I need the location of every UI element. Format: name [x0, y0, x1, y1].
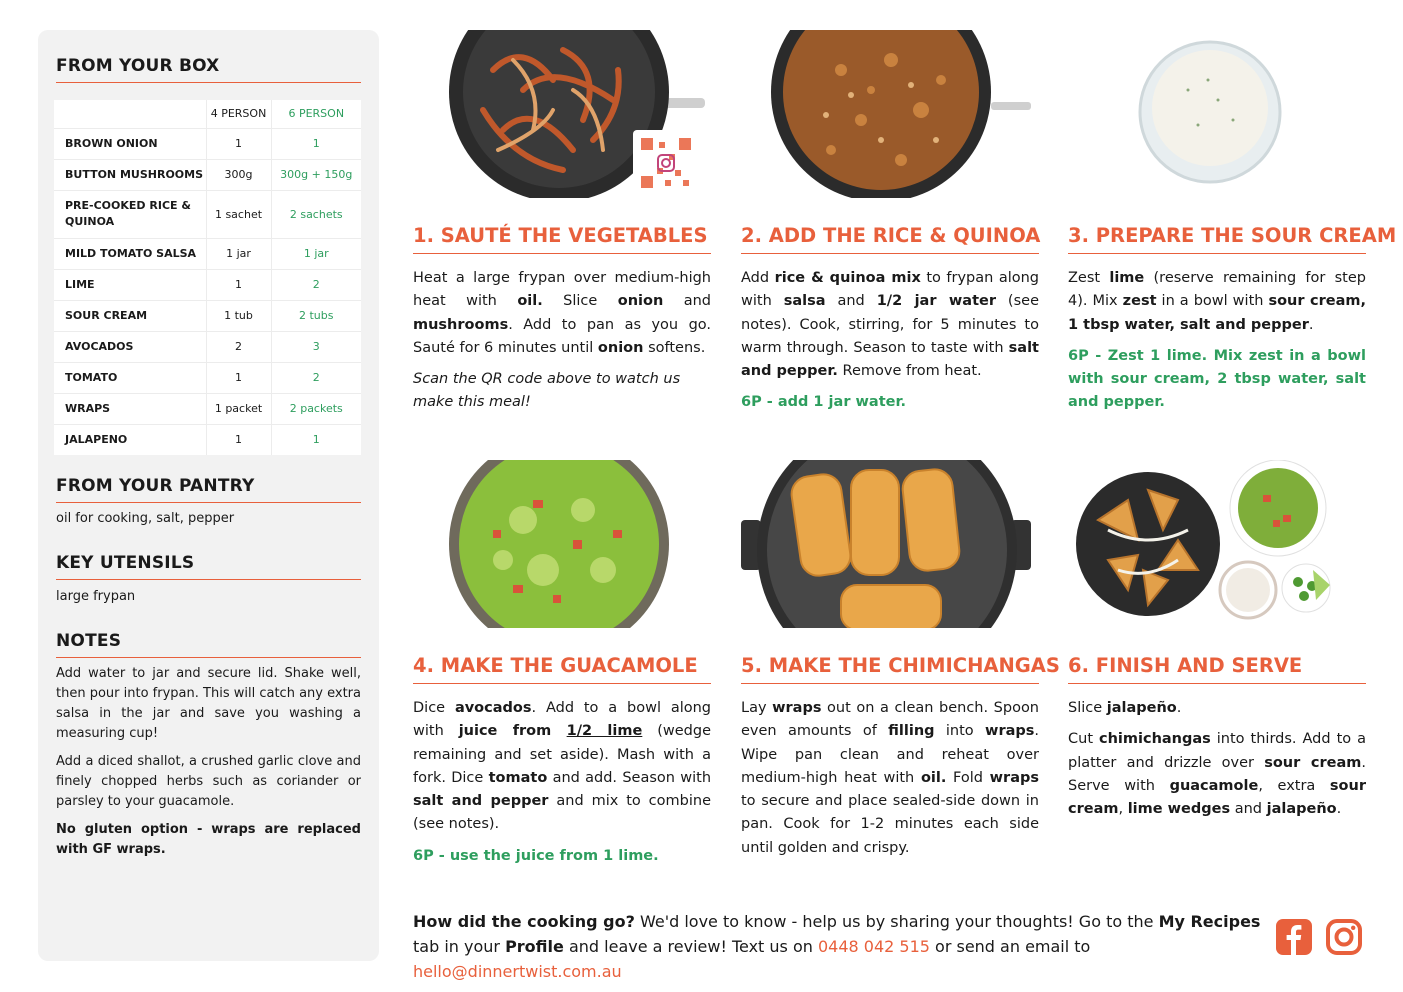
step-3-photo [1068, 30, 1366, 198]
instagram-icon[interactable] [1325, 918, 1363, 956]
step-1-title: 1. SAUTÉ THE VEGETABLES [413, 224, 711, 254]
step-4-body [413, 697, 711, 876]
step-6-slice: Slice jalapeño. [1068, 700, 1182, 716]
table-row: PRE-COOKED RICE & QUINOA 1 sachet 2 sachets [54, 190, 361, 238]
table-row: BUTTON MUSHROOMS 300g 300g + 150g [54, 159, 361, 190]
step-2-instructions: Add rice & quinoa mix to frypan along with salsa and 1/2 jar water (see notes). Cook, stirring, for 5 minutes to warm through. Season to taste with salt and pepper. Remove from heat. [741, 270, 1040, 380]
utensils-text: large frypan [56, 589, 136, 604]
step-6-title: 6. FINISH AND SERVE [1068, 654, 1366, 684]
step-4-photo [413, 460, 711, 628]
step-3-6p-note: 6P - Zest 1 lime. Mix zest in a bowl with sour cream, 2 tbsp water, salt and pepper. [1068, 347, 1366, 411]
from-your-box-title: FROM YOUR BOX [56, 56, 361, 83]
step-4-instructions: Dice avocados. Add to a bowl along with juice from 1/2 lime (wedge remaining and set aside). Mash with a fork. Dice tomato and add. Season with salt and pepper and mix to combine (see notes). [413, 700, 712, 833]
phone-number[interactable]: 0448 042 515 [817, 937, 930, 956]
table-row: LIME 1 2 [54, 269, 361, 300]
table-row: WRAPS 1 packet 2 packets [54, 393, 361, 424]
sidebar [38, 30, 379, 961]
table-row: TOMATO 1 2 [54, 362, 361, 393]
table-row: JALAPENO 1 1 [54, 424, 361, 455]
note-3: No gluten option - wraps are replaced with GF wraps. [56, 822, 361, 857]
email-link[interactable]: hello@dinnertwist.com.au [413, 962, 622, 981]
step-5-body [741, 697, 1039, 868]
utensils-title: KEY UTENSILS [56, 553, 361, 580]
table-row: MILD TOMATO SALSA 1 jar 1 jar [54, 238, 361, 269]
step-5-title: 5. MAKE THE CHIMICHANGAS [741, 654, 1039, 684]
step-6-instructions: Cut chimichangas into thirds. Add to a platter and drizzle over sour cream. Serve with guacamole, extra sour cream, lime wedges and jalapeño. [1068, 731, 1367, 818]
table-header-row [54, 100, 361, 128]
step-2-title: 2. ADD THE RICE & QUINOA [741, 224, 1039, 254]
pantry-text: oil for cooking, salt, pepper [56, 511, 235, 526]
notes-title: NOTES [56, 631, 361, 658]
table-row: SOUR CREAM 1 tub 2 tubs [54, 300, 361, 331]
step-1-instructions: Heat a large frypan over medium-high heat with oil. Slice onion and mushrooms. Add to pan as you go. Sauté for 6 minutes until onion softens. [413, 270, 712, 356]
header-4-person: 4 PERSON [206, 100, 271, 128]
header-6-person: 6 PERSON [271, 100, 361, 128]
feedback-footer: How did the cooking go? We'd love to know - help us by sharing your thoughts! Go to the My Recipes tab in your Profile and leave a review! Text us on 0448 042 515 or send an email to hello@dinnertwist.com.au [413, 912, 1261, 981]
note-1: Add water to jar and secure lid. Shake well, then pour into frypan. This will catch any extra salsa in the jar and save you washing a measuring cup! [56, 666, 361, 741]
step-2-6p-note: 6P - add 1 jar water. [741, 394, 907, 411]
step-2-photo [741, 30, 1039, 198]
qr-scan-note: Scan the QR code above to watch us make this meal! [413, 371, 681, 411]
pantry-title: FROM YOUR PANTRY [56, 476, 361, 503]
table-row: AVOCADOS 2 3 [54, 331, 361, 362]
step-1-body [413, 267, 711, 423]
step-2-body [741, 267, 1039, 423]
ingredients-table [54, 100, 361, 455]
step-6-photo [1068, 460, 1366, 628]
note-2: Add a diced shallot, a crushed garlic clove and finely chopped herbs such as coriander or parsley to your guacamole. [56, 754, 361, 809]
step-5-instructions: Lay wraps out on a clean bench. Spoon even amounts of filling into wraps. Wipe pan clean and reheat over medium-high heat with oil. Fold wraps to secure and place sealed-side down in pan. Cook for 1-2 minutes each side until golden and crispy. [741, 700, 1039, 856]
step-1-photo [413, 30, 711, 198]
step-4-6p-note: 6P - use the juice from 1 lime. [413, 847, 659, 864]
facebook-icon[interactable] [1275, 918, 1313, 956]
step-5-photo [741, 460, 1039, 628]
table-row: BROWN ONION 1 1 [54, 128, 361, 159]
step-4-title: 4. MAKE THE GUACAMOLE [413, 654, 711, 684]
step-3-title: 3. PREPARE THE SOUR CREAM [1068, 224, 1366, 254]
step-3-instructions: Zest lime (reserve remaining for step 4). Mix zest in a bowl with sour cream, 1 tbsp water, salt and pepper. [1068, 270, 1366, 333]
step-3-body [1068, 267, 1366, 423]
notes-body [56, 664, 361, 868]
step-6-body [1068, 697, 1366, 829]
